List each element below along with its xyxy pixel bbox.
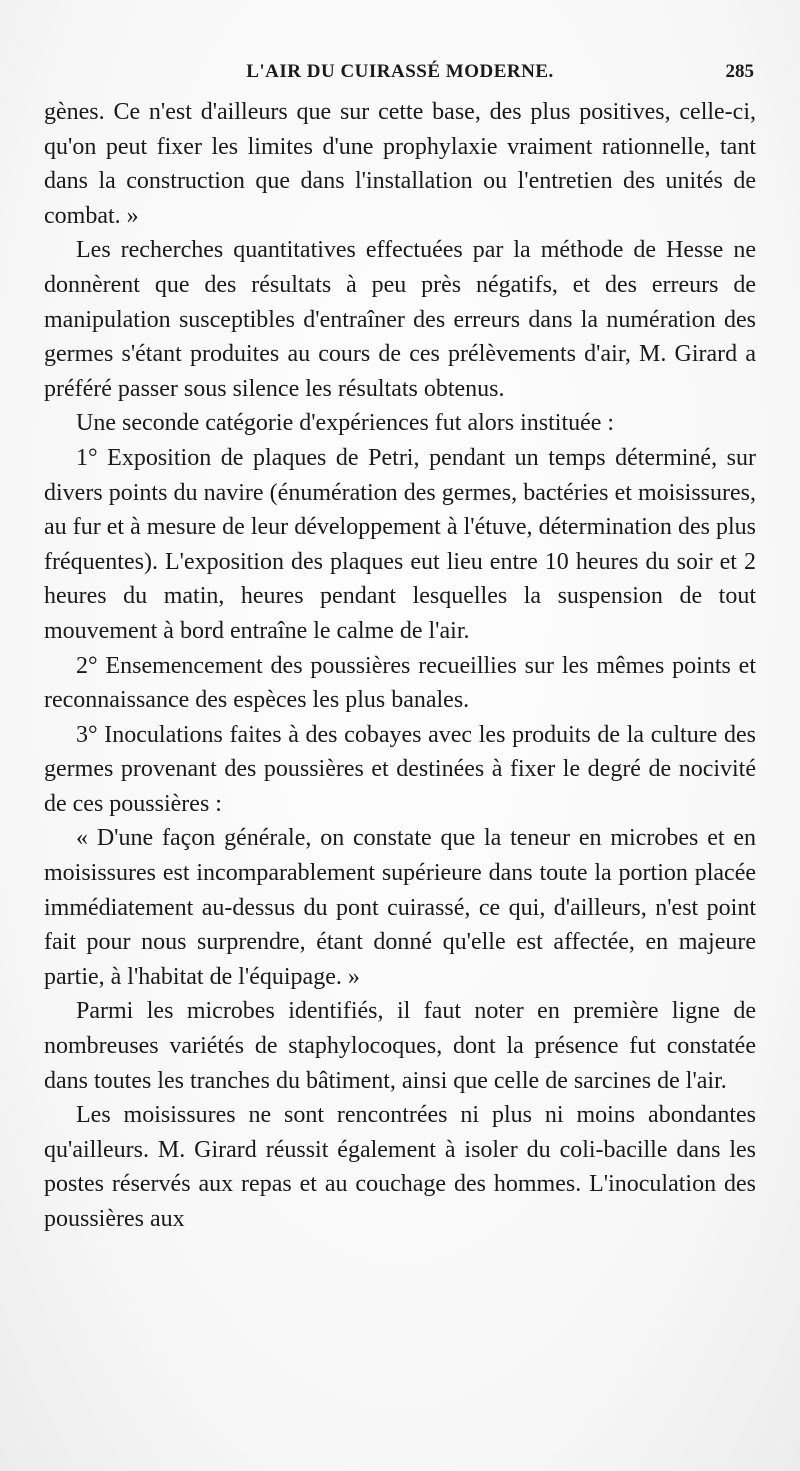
paragraph: Les recherches quantitatives effectuées par la méthode de Hesse ne donnèrent que des résultats à peu près négatifs, et des erreurs de manipulation susceptibles d'entraîner des erreurs dans la numération des germes s'étant produites au cours de ces prélèvements d'air, M. Girard a préféré passer sous silence les résultats obtenus.	[44, 237, 756, 402]
page-header	[40, 55, 760, 89]
list-item: 1° Exposition de plaques de Petri, pendant un temps déterminé, sur divers points du navire (énumération des germes, bactéries et moisissures, au fur et à mesure de leur développement à l'étuve, détermination des plus fréquentes). L'exposition des plaques eut lieu entre 10 heures du soir et 2 heures du matin, heures pendant lesquelles la suspension de tout mouvement à bord entraîne le calme de l'air.	[44, 444, 756, 644]
page-number: 285	[725, 61, 754, 82]
paragraph: gènes. Ce n'est d'ailleurs que sur cette base, des plus positives, celle-ci, qu'on peut fixer les limites d'une prophylaxie vraiment rationnelle, tant dans la construction que dans l'installation ou l'entretien des unités de combat. »	[44, 99, 756, 229]
paragraph: Parmi les microbes identifiés, il faut noter en première ligne de nombreuses variétés de staphylocoques, dont la présence fut constatée dans toutes les tranches du bâtiment, ainsi que celle de sarcines de l'air.	[44, 998, 756, 1094]
quotation: « D'une façon générale, on constate que la teneur en microbes et en moisissures est incomparablement supérieure dans toute la portion placée immédiatement au-dessus du pont cuirassé, ce qui, d'ailleurs, n'est point fait pour nous surprendre, étant donné qu'elle est affectée, en majeure partie, à l'habitat de l'équipage. »	[44, 825, 756, 990]
paragraph: Une seconde catégorie d'expériences fut alors instituée :	[76, 410, 615, 437]
list-item: 3° Inoculations faites à des cobayes avec les produits de la culture des germes provenant des poussières et destinées à fixer le degré de nocivité de ces poussières :	[44, 721, 756, 817]
paragraph: Les moisissures ne sont rencontrées ni plus ni moins abondantes qu'ailleurs. M. Girard réussit également à isoler du coli-bacille dans les postes réservés aux repas et au couchage des hommes. L'inoculation des poussières aux	[44, 1102, 756, 1232]
list-item: 2° Ensemencement des poussières recueillies sur les mêmes points et reconnaissance des espèces les plus banales.	[44, 652, 756, 714]
body-text	[44, 95, 756, 1237]
running-title: L'AIR DU CUIRASSÉ MODERNE.	[246, 61, 554, 82]
